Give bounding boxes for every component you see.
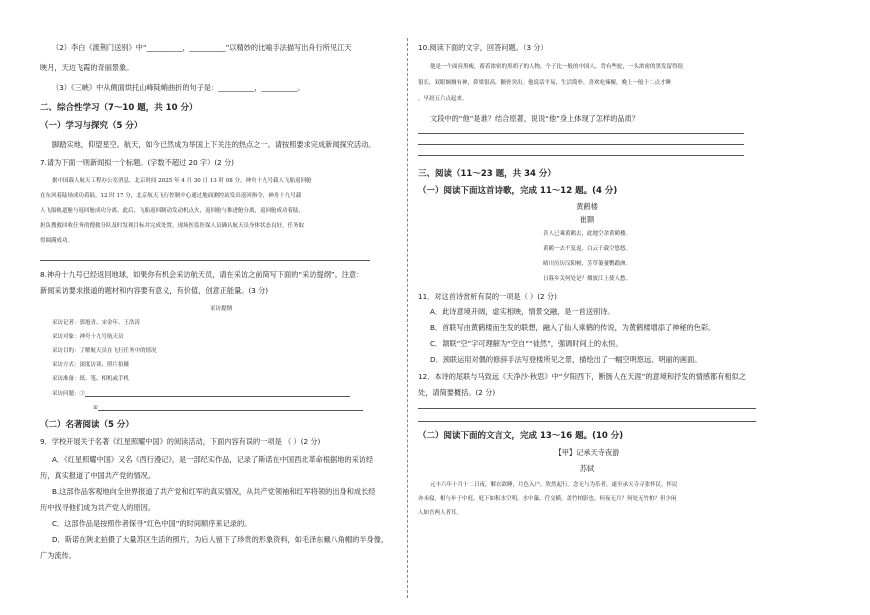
q12-answer-line[interactable] — [418, 421, 756, 422]
q11-options — [418, 304, 756, 368]
column-divider — [407, 38, 408, 598]
outline-method: 采访方式：深度访谈、照片拍摄 — [52, 362, 130, 368]
left-column — [40, 42, 402, 564]
q10-answer-line[interactable] — [418, 155, 744, 156]
study-intro: 脚踏实地，仰望星空。航天，如今已然成为举国上下关注的热点之一。请按照要求完成新闻探究活动。 — [52, 140, 376, 149]
poem-body — [418, 227, 756, 287]
q3-line: （3）《三峡》中从侧面烘托山峰陡峭曲折的句子是：__________，__________。 — [52, 83, 305, 92]
subsection-classical-heading: （二）阅读下面的文言文，完成 13～16 题。(10 分) — [418, 431, 624, 441]
prose-line: 亦未寝，相与步于中庭。庭下如积水空明，水中藻、荇交横，盖竹柏影也。何夜无月？何处无竹柏？但少闲 — [418, 496, 677, 502]
q10-line: 很长，双眼炯炯有神，鼻梁很高，颧骨突出。他说话平易，生活简朴，喜欢吃辣椒，晚上一般十二点才睡 — [418, 80, 672, 86]
q10-prompt: 10.阅读下面的文字，回答问题。（3 分） — [418, 43, 548, 52]
news-line: 据中国载人航天工程办公室消息，北京时间 2025 年 4 月 30 日 13 时 08 分，神舟十九号载人飞船返回舱 — [52, 178, 312, 184]
question-2-answer-line[interactable] — [98, 410, 363, 411]
outline-purpose: 采访目的：了解航天员在飞行任务中的情况 — [52, 348, 157, 354]
q11-option: D．颈联运用对偶的修辞手法写登楼所见之景，描绘出了一幅空明悠远、明丽的画面。 — [430, 355, 702, 364]
prose-line: 人如吾两人者耳。 — [418, 510, 463, 516]
q7-prompt: 7.请为下面一则新闻拟一个标题。(字数不超过 20 字）(2 分) — [40, 158, 234, 167]
q9-options — [40, 452, 402, 564]
option-d: D．斯诺在陕北拍摄了大量苏区生活的照片，为后人留下了珍贵的形象资料，如毛泽东戴八角帽的半身像， — [52, 535, 389, 544]
news-line: 人飞船轨道舱与返回舱成功分离。此后，飞船返回制动发动机点火，返回舱与推进舱分离，返回舱成功着陆， — [40, 208, 305, 214]
poem-line: 昔人已乘黄鹤去，此地空余黄鹤楼。 — [542, 231, 631, 237]
news-line: 在东风着陆场成功着陆。12 时 17 分，北京航天飞行控制中心通过地面测控站发出返回指令，神舟十九号载 — [40, 193, 302, 199]
q10-line: 他是一个面容黑瘦，蓄着浓密的黑胡子的人物，个子比一般的中国人，背有些驼，一头浓密的黑发留得很 — [430, 64, 684, 70]
q8-prompt-cont: 新闻采访要求报道的题材和内容要有意义，有价值，创意正能量。(3 分) — [40, 286, 269, 295]
outline-target: 采访对象：神舟十九号航天员 — [52, 334, 124, 340]
q8-prompt: 8.神舟十九号已经返回地球，如果你有机会采访航天员，请在采访之前简写下面的“采访提纲”。注意： — [40, 270, 364, 279]
option-c: C．这部作品是按照作者探寻“红色中国”的时间顺序来记录的。 — [52, 519, 252, 528]
poem-line: 黄鹤一去不复返，白云千载空悠悠。 — [542, 246, 631, 252]
option-a: A．《红星照耀中国》又名《西行漫记》，是一部纪实作品，记录了斯诺在中国西北革命根据地的采访经 — [52, 455, 374, 464]
q12-answer-line[interactable] — [418, 408, 756, 409]
question-1-answer-line[interactable] — [85, 396, 350, 397]
q2-line-cont: 映月，天边飞霞的奇丽景象。 — [40, 63, 134, 72]
poem-author: 崔颢 — [579, 215, 595, 224]
interview-outline — [40, 302, 402, 414]
q11-option: C．颔联“空”字可理解为“空自”“徒然”，强调时间上的永恒。 — [430, 339, 623, 348]
outline-title: 采访提纲 — [209, 306, 232, 312]
subsection-poem-heading: （一）阅读下面这首诗歌，完成 11～12 题。(4 分) — [418, 186, 618, 196]
prose-title: 【甲】记承天寺夜游 — [554, 448, 620, 457]
q11-option: B．首联写由黄鹤楼而生发的联想，融入了仙人乘鹤的传说，为黄鹤楼增添了神秘的色彩。 — [430, 323, 716, 332]
q12-prompt: 12．本诗的尾联与马致远《天净沙·秋思》中“夕阳西下，断肠人在天涯”的意境和抒发的情感都有相似之 — [418, 372, 746, 381]
option-b-cont: 历中找寻他们成为共产党人的原因。 — [40, 503, 156, 512]
q10-answer-line[interactable] — [418, 144, 744, 145]
outline-prep: 采访准备：纸、笔、相机或手机 — [52, 376, 130, 382]
prose-line: 元丰六年十月十二日夜，解衣欲睡，月色入户，欣然起行。念无与为乐者，遂至承天寺寻张怀民。怀民 — [430, 482, 678, 488]
q10-line: ，早晨五六点起来。 — [418, 96, 468, 102]
outline-reporters: 采访记者：郭旭青、宋金年、王浩涛 — [52, 320, 141, 326]
q7-answer-line[interactable] — [40, 260, 370, 261]
q10-passage — [418, 59, 756, 107]
q12-prompt-cont: 处，请简要概括。(2 分) — [418, 388, 496, 397]
option-d-cont: 广为流传。 — [40, 551, 76, 560]
q10-question: 文段中的“他”是谁？结合原著，说说“他”身上体现了怎样的品质？ — [430, 114, 639, 123]
subsection-study-heading: （一）学习与探究（5 分） — [40, 121, 143, 131]
q9-prompt: 9．学校开展关于名著《红星照耀中国》的阅读活动，下面内容有误的一项是 （ ）(2 分) — [40, 437, 321, 446]
q2-line: （2）李白《渡荆门送别》中“__________，__________”以精妙的比喻手法描写出舟行所见江天 — [52, 43, 352, 52]
news-passage — [40, 174, 402, 249]
q11-option: A．此诗意境开阔，虚实相映，情景交融，是一首送别诗。 — [430, 307, 615, 316]
q11-prompt: 11．对这首诗赏析有误的一项是（ ）(2 分) — [418, 292, 557, 301]
option-b: B.这部作品客观地向全世界报道了共产党和红军的真实情况，从共产党领袖和红军将领的出身和成长经 — [52, 487, 376, 496]
prose-body — [418, 478, 756, 520]
outline-question-2: ② — [40, 400, 402, 414]
q10-answer-line[interactable] — [418, 133, 744, 134]
poem-line: 日暮乡关何处是？烟波江上使人愁。 — [542, 276, 631, 282]
poem-line: 晴川历历汉阳树，芳草萋萋鹦鹉洲。 — [542, 261, 631, 267]
section-2-heading: 二、综合性学习（7～10 题，共 10 分） — [40, 103, 198, 113]
subsection-classics-heading: （二）名著阅读（5 分） — [40, 420, 134, 430]
right-column — [418, 42, 756, 520]
news-line: 担负搜救回收任务的搜救分队及时发现目标并完成处置。现场医监医保人员确认航天员身体状态良好，任务取 — [40, 223, 305, 229]
prose-author: 苏轼 — [579, 464, 595, 473]
news-line: 得圆满成功。 — [40, 238, 74, 244]
outline-question-1: 采访问题：① — [40, 386, 402, 400]
poem-title: 黄鹤楼 — [576, 202, 598, 211]
section-3-heading: 三、阅读（11～23 题，共 34 分） — [418, 169, 556, 179]
option-a-cont: 历，真实报道了中国共产党的情况。 — [40, 471, 156, 480]
